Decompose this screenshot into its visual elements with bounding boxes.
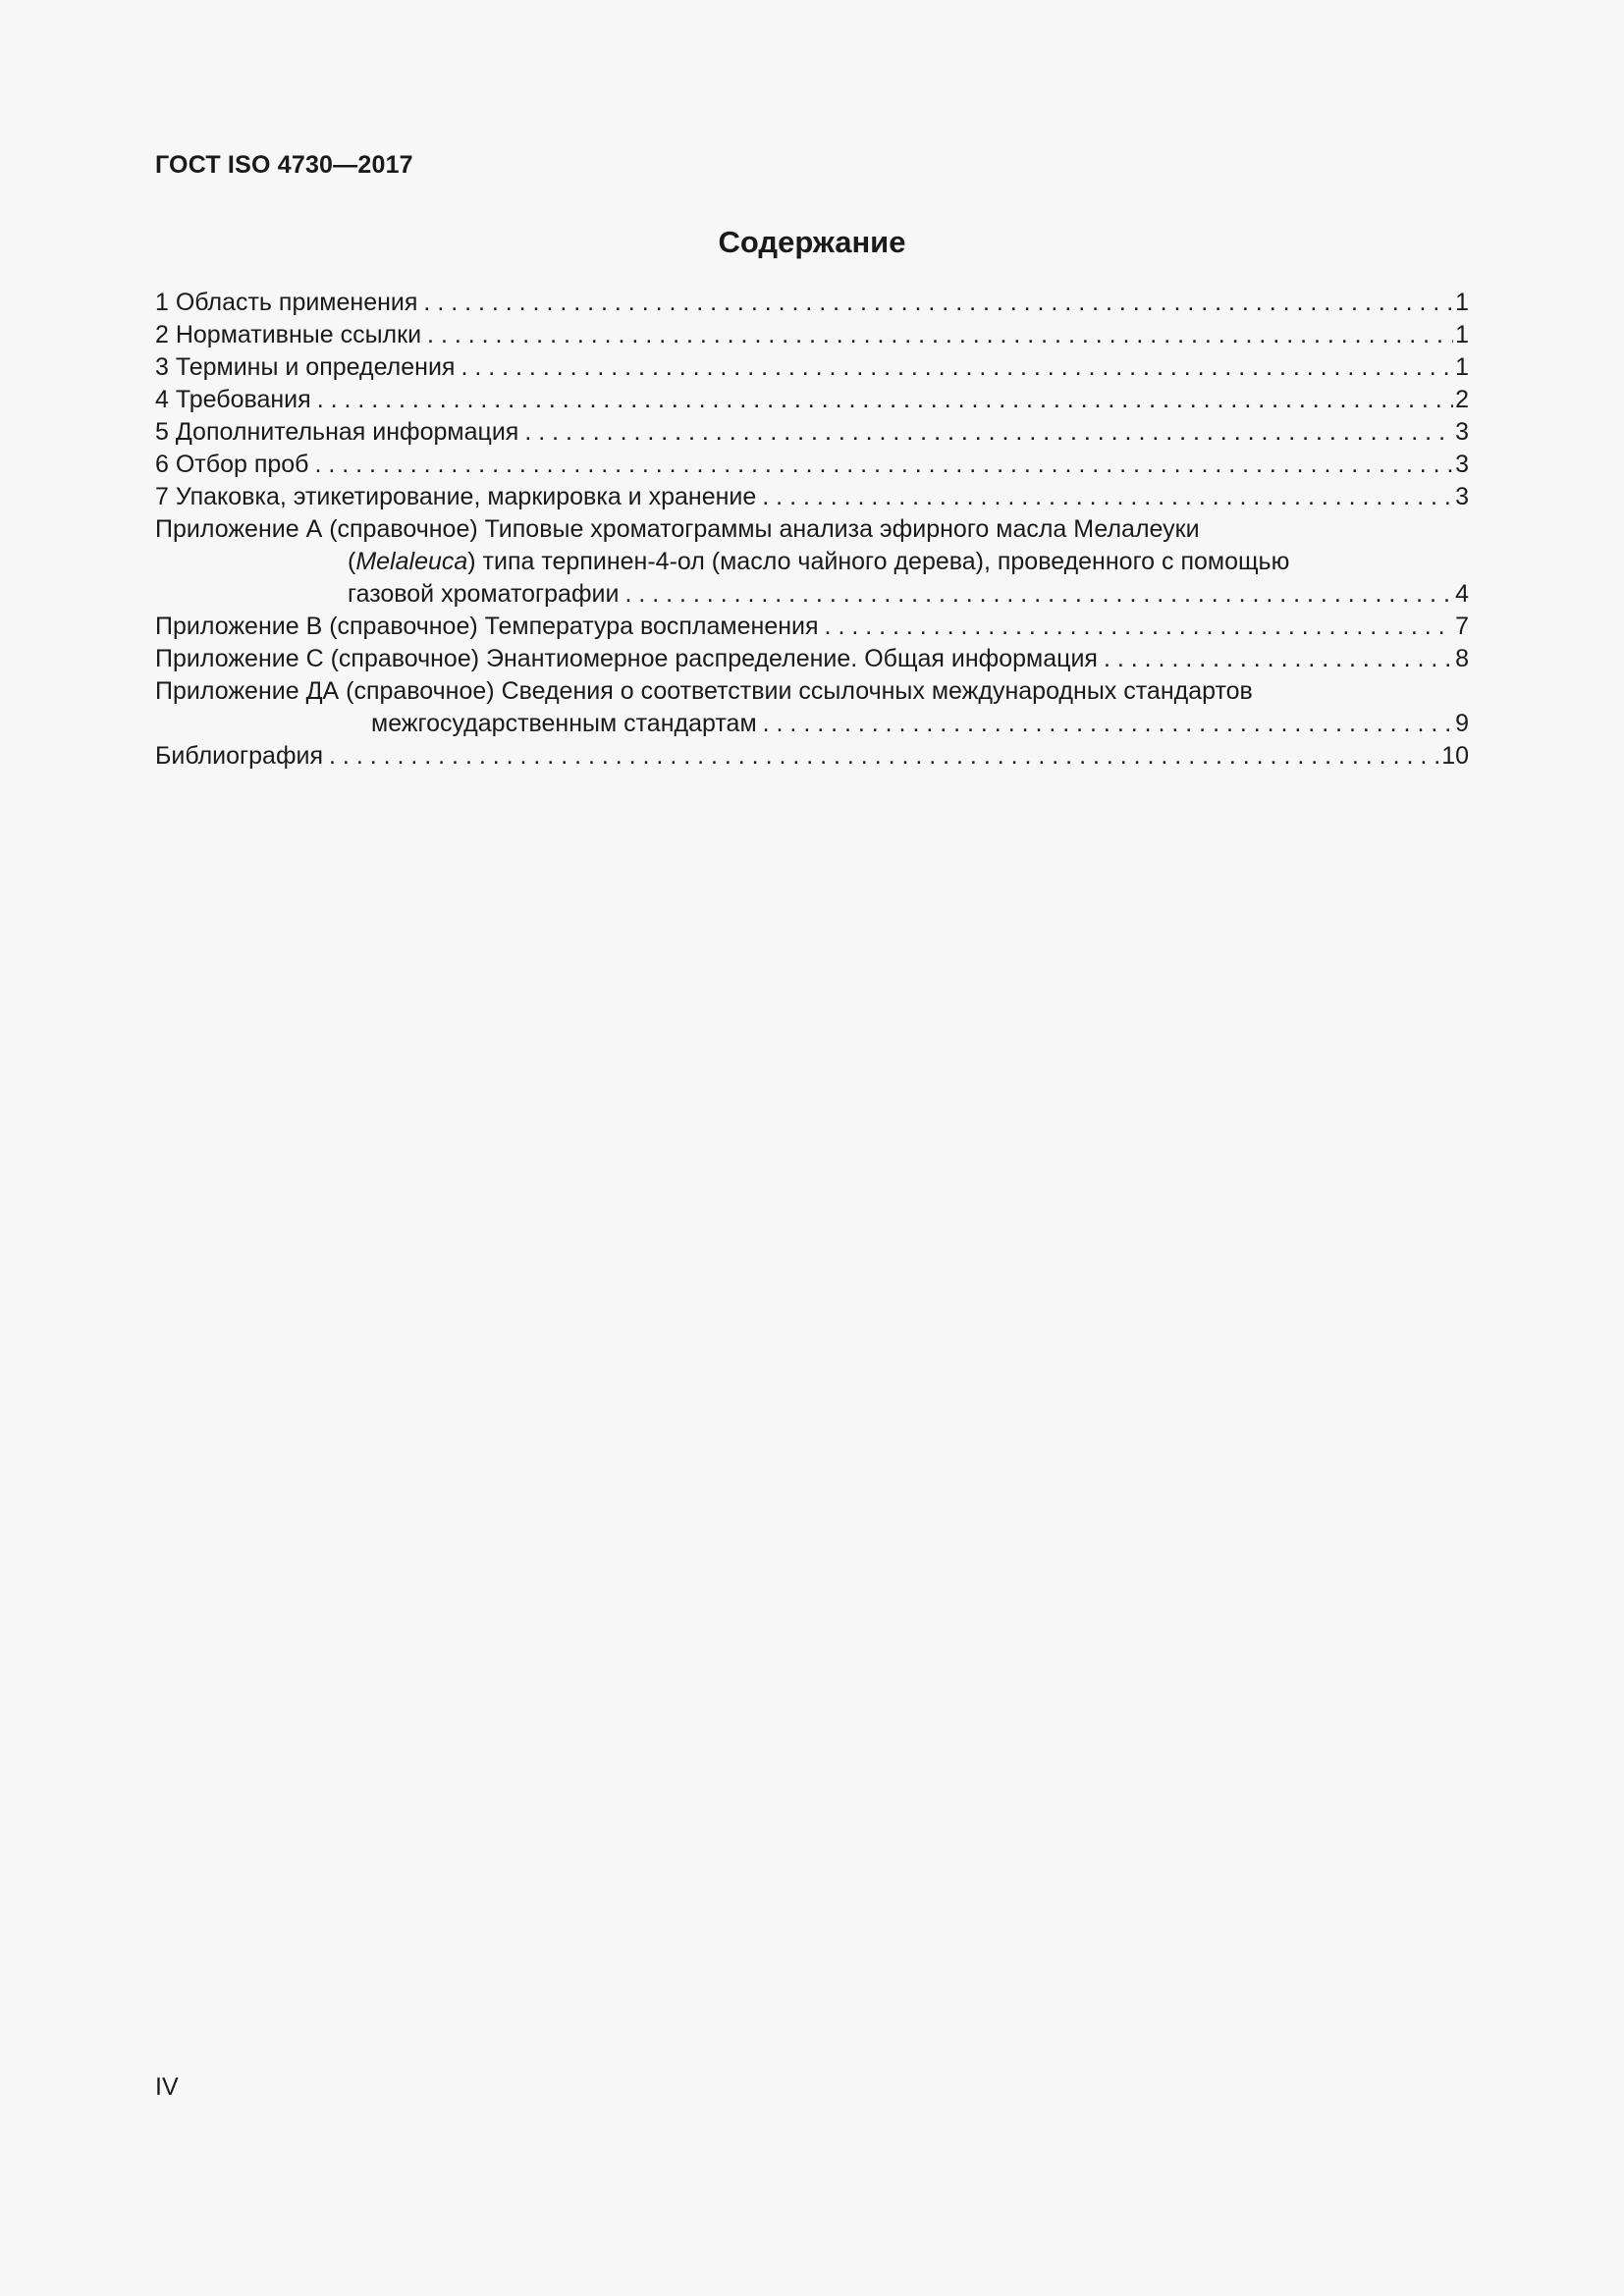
toc-entry-text: Приложение С (справочное) Энантиомерное распределение. Общая информация [155,645,1098,672]
toc-page-number: 1 [1455,321,1469,348]
toc-entry-text: 7 Упаковка, этикетирование, маркировка и хранение [155,483,757,510]
dot-leader [762,481,1453,513]
dot-leader [763,708,1453,740]
toc-entry-text: Приложение ДА (справочное) Сведения о соответствии ссылочных международных стандартов [155,677,1253,705]
toc-page-number: 1 [1455,289,1469,316]
toc-entry-text: 5 Дополнительная информация [155,418,519,446]
toc-entry-7[interactable] [155,481,1469,513]
dot-leader [460,351,1453,384]
toc-page-number: 10 [1441,742,1469,770]
toc-entry-annex-a[interactable] [155,513,1469,611]
toc-entry-text: 3 Термины и определения [155,353,456,381]
dot-leader [524,416,1453,449]
toc-entry-text: Библиография [155,742,324,770]
toc-entry-text: 6 Отбор проб [155,451,309,478]
page-number: IV [155,2073,179,2101]
dot-leader [329,740,1439,773]
toc-page-number: 3 [1455,483,1469,510]
toc-entry-5[interactable] [155,416,1469,449]
toc-entry-text: 1 Область применения [155,289,418,316]
toc-entry-text-continued: межгосударственным стандартам [371,710,757,737]
toc-entry-3[interactable] [155,351,1469,384]
toc-title: Содержание [718,225,906,259]
toc-entry-annex-b[interactable] [155,611,1469,643]
table-of-contents [155,287,1469,773]
toc-entry-text: Приложение А (справочное) Типовые хроматограммы анализа эфирного масла Мелалеуки [155,515,1200,543]
toc-page-number: 2 [1455,386,1469,413]
dot-leader [314,449,1453,481]
latin-name: Melaleuca [355,548,468,575]
document-header: ГОСТ ISO 4730—2017 [155,151,413,179]
toc-entry-text-continued: газовой хроматографии [348,580,620,608]
dot-leader [427,319,1453,351]
toc-entry-text: 4 Требования [155,386,311,413]
toc-page-number: 3 [1455,451,1469,478]
toc-entry-6[interactable] [155,449,1469,481]
dot-leader [1104,643,1453,675]
toc-entry-text-continued: (Melaleuca) типа терпинен-4-ол (масло чайного дерева), проведенного с помощью [348,548,1290,575]
dot-leader [624,578,1453,611]
toc-page-number: 4 [1455,580,1469,608]
toc-entry-4[interactable] [155,384,1469,416]
toc-entry-annex-c[interactable] [155,643,1469,675]
dot-leader [825,611,1454,643]
toc-page-number: 9 [1455,710,1469,737]
toc-entry-1[interactable] [155,287,1469,319]
dot-leader [317,384,1453,416]
toc-entry-annex-da[interactable] [155,675,1469,740]
toc-page-number: 7 [1455,613,1469,640]
toc-page-number: 3 [1455,418,1469,446]
toc-page-number: 1 [1455,353,1469,381]
dot-leader [423,287,1453,319]
toc-entry-text: 2 Нормативные ссылки [155,321,422,348]
toc-page-number: 8 [1455,645,1469,672]
toc-entry-text: Приложение В (справочное) Температура воспламенения [155,613,819,640]
toc-entry-2[interactable] [155,319,1469,351]
toc-entry-bibliography[interactable] [155,740,1469,773]
